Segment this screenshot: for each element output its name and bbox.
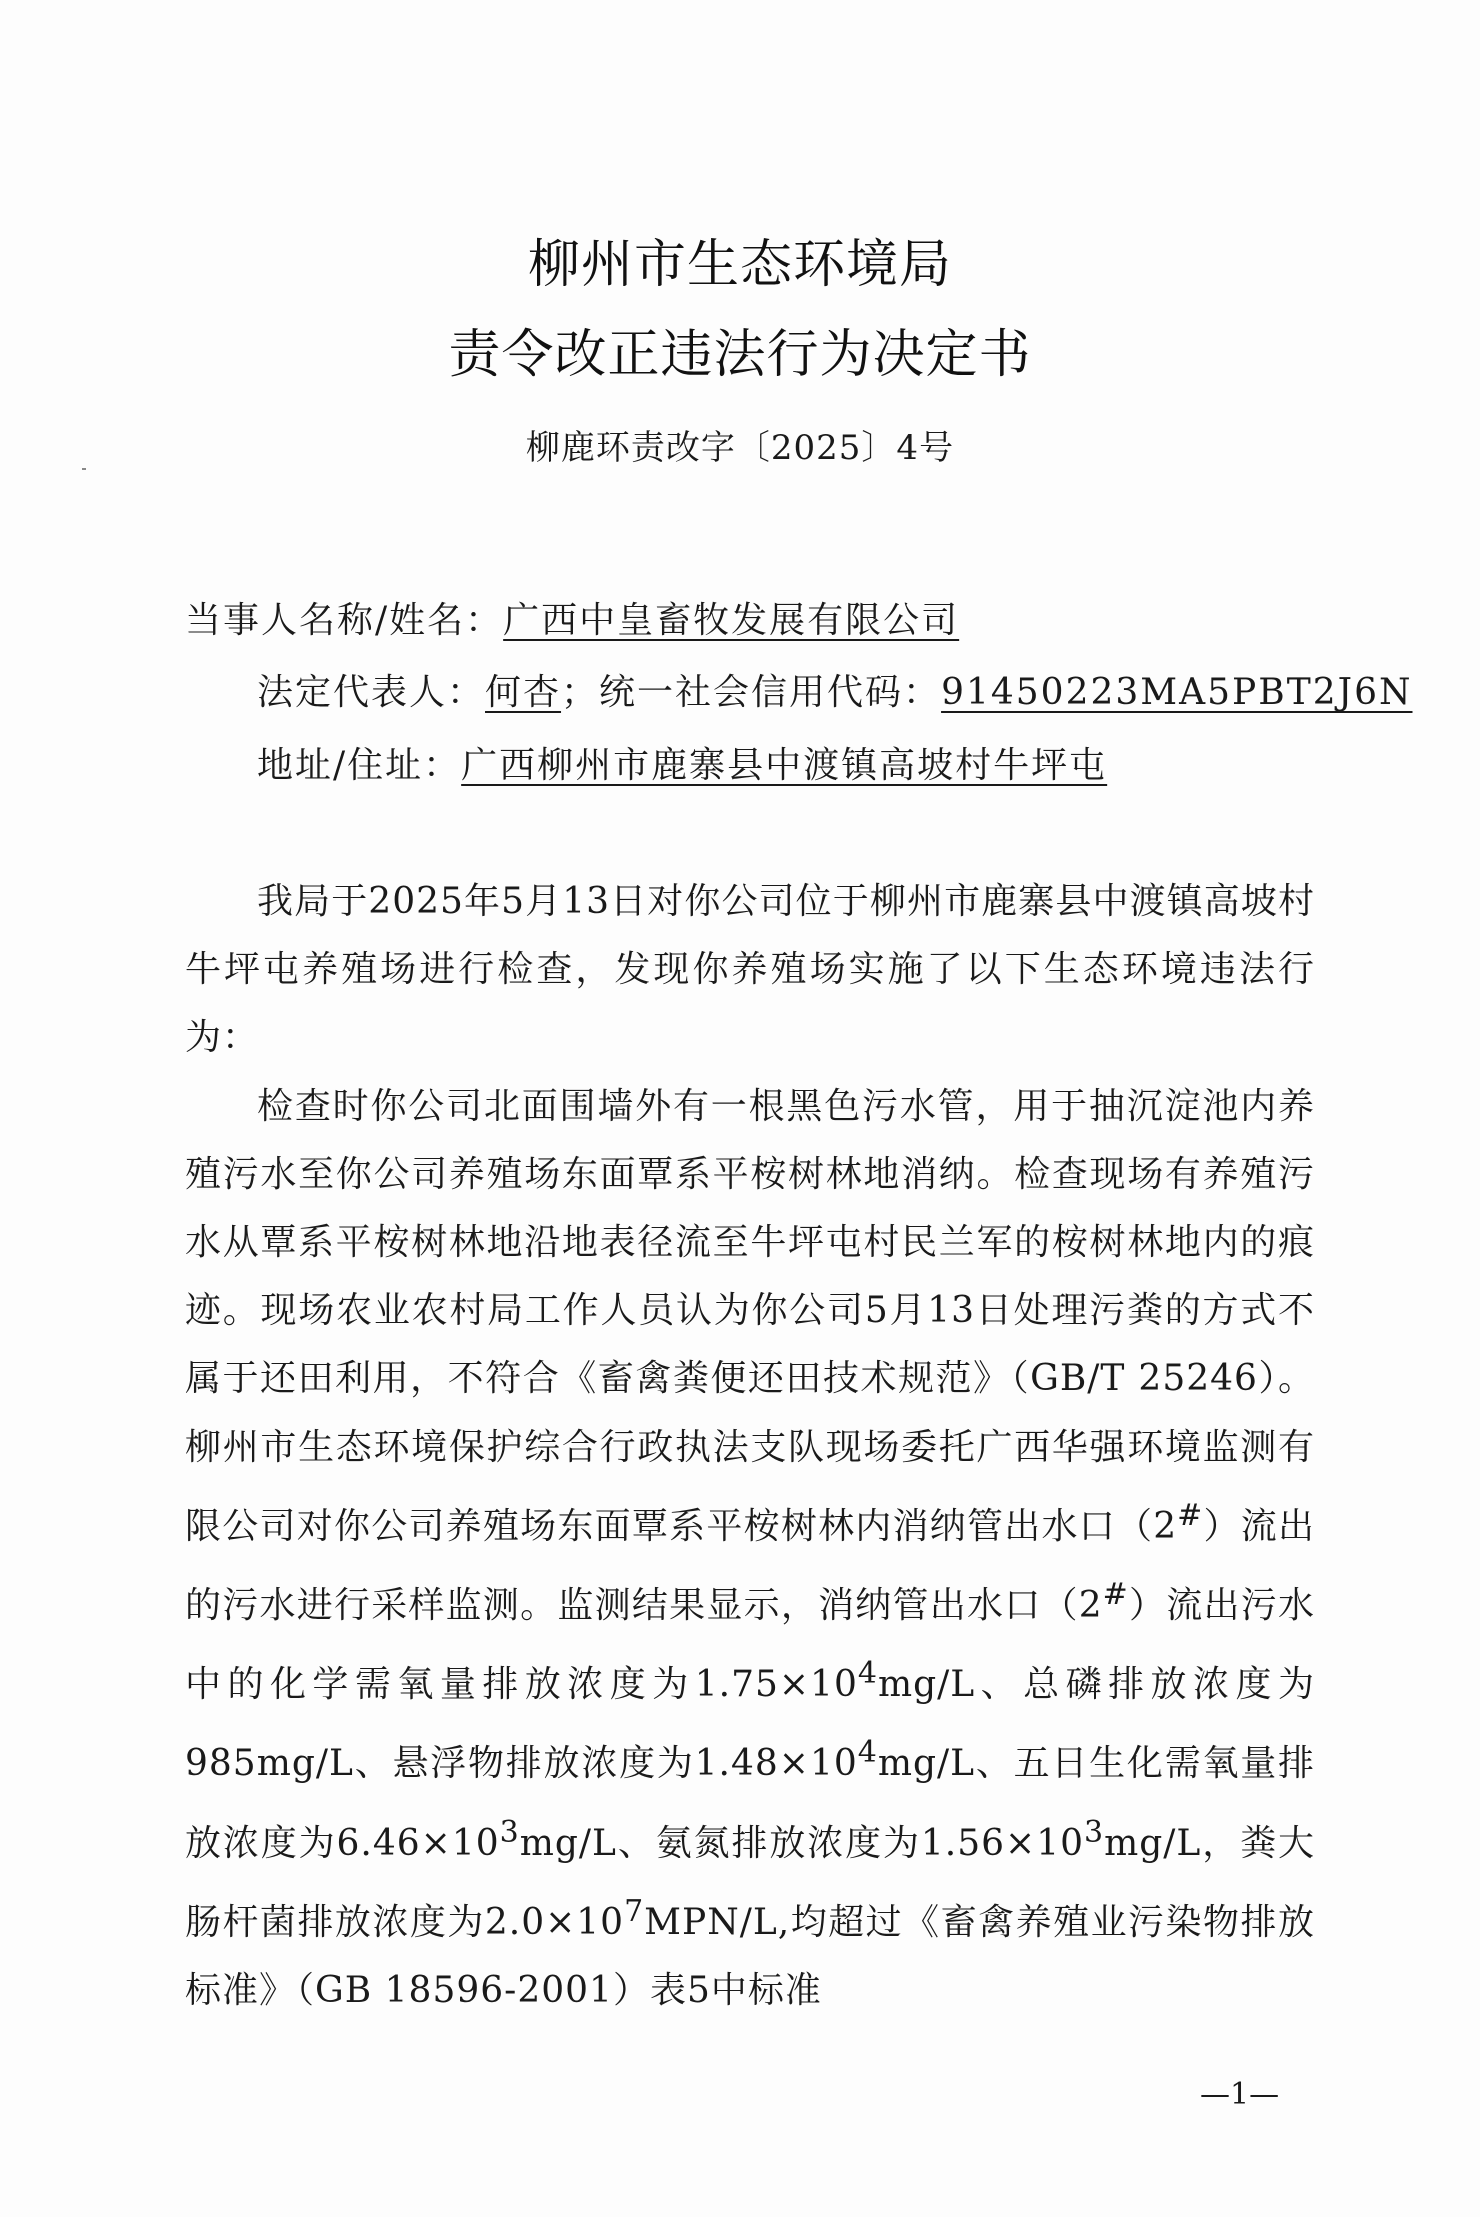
- title-decision: 责令改正违法行为决定书: [448, 325, 1032, 385]
- body-paragraph-findings: 检查时你公司北面围墙外有一根黑色污水管，用于抽沉淀池内养殖污水至你公司养殖场东面覃系平桉树林地消纳。检查现场有养殖污水从覃系平桉树林地沿地表径流至牛坪屯村民兰军的桉树林地内的痕迹。现场农业农村局工作人员认为你公司5月13日处理污粪的方式不属于还田利用，不符合《畜禽粪便还田技术规范》（GB/T 25246）。柳州市生态环境保护综合行政执法支队现场委托广西华强环境监测有限公司对你公司养殖场东面覃系平桉树林内消纳管出水口（2#）流出的污水进行采样监测。监测结果显示，消纳管出水口（2#）流出污水中的化学需氧量排放浓度为$1.75\times 10^4mg/L$、总磷排放浓度为985mg/L、悬浮物排放浓度为$1.48\times 10^4mg/L$、五日生化需氧量排放浓度为$6.46\times 10^3mg/L$、氨氮排放浓度为$1.56\times 10^3mg/L$，粪大肠杆菌排放浓度为$2.0\times 10^7MPN/L$,均超过《畜禽养殖业污染物排放标准》（GB 18596-2001）表5中标准: [185, 1085, 1316, 2012]
- party-rep-line: [257, 664, 1413, 715]
- party-address-line: [257, 737, 1125, 788]
- party-name-value: 广西中皇畜牧发展有限公司: [503, 600, 960, 641]
- decision-body: [185, 868, 1315, 2025]
- body-paragraph-inspection: 我局于2025年5月13日对你公司位于柳州市鹿寨县中渡镇高坡村牛坪屯养殖场进行检查，发现你养殖场实施了以下生态环境违法行为：: [185, 881, 1315, 1059]
- page-number: —1—: [1200, 2077, 1280, 2112]
- address-label: 地址/住址：: [257, 745, 462, 786]
- party-name-label: 当事人名称/姓名：: [185, 600, 504, 641]
- rep-separator: ；: [561, 672, 600, 713]
- document-number: 柳鹿环责改字〔2025〕4号: [525, 428, 955, 468]
- credit-code-label: 统一社会信用代码：: [599, 672, 942, 713]
- address-value: 广西柳州市鹿寨县中渡镇高坡村牛坪屯: [461, 745, 1108, 786]
- credit-code-value: 91450223MA5PBT2J6N: [941, 672, 1413, 713]
- party-name-line: [185, 592, 977, 643]
- rep-label: 法定代表人：: [257, 672, 486, 713]
- rep-value: 何杏: [485, 672, 562, 713]
- title-agency: 柳州市生态环境局: [527, 235, 952, 295]
